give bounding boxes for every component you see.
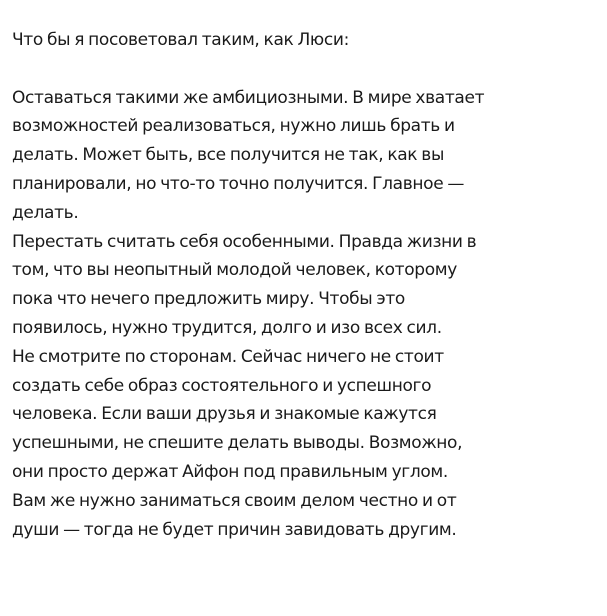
- text-document: [12, 26, 600, 544]
- text-line: Оставаться такими же амбициозными. В мире хватает: [12, 87, 485, 108]
- text-line: Вам же нужно заниматься своим делом честно и от: [12, 490, 457, 511]
- text-line: пока что нечего предложить миру. Чтобы это: [12, 289, 405, 310]
- text-line: Перестать считать себя особенными. Правда жизни в: [12, 231, 477, 252]
- text-line: возможностей реализоваться, нужно лишь брать и: [12, 116, 455, 137]
- text-line: делать. Может быть, все получится не так, как вы: [12, 145, 445, 166]
- text-line: том, что вы неопытный молодой человек, которому: [12, 260, 457, 281]
- text-line: души — тогда не будет причин завидовать другим.: [12, 519, 457, 540]
- text-line: появилось, нужно трудится, долго и изо всех сил.: [12, 317, 442, 338]
- text-line: они просто держат Айфон под правильным углом.: [12, 461, 448, 482]
- text-line: планировали, но что-то точно получится. Главное —: [12, 173, 465, 194]
- text-line: Не смотрите по сторонам. Сейчас ничего не стоит: [12, 346, 444, 367]
- heading-line: Что бы я посоветовал таким, как Люси:: [12, 30, 349, 50]
- text-line: делать.: [12, 202, 79, 223]
- paragraph-gap: [12, 55, 600, 84]
- text-line: человека. Если ваши друзья и знакомые кажутся: [12, 404, 437, 425]
- text-line: успешными, не спешите делать выводы. Возможно,: [12, 433, 463, 454]
- text-line: создать себе образ состоятельного и успешного: [12, 375, 432, 396]
